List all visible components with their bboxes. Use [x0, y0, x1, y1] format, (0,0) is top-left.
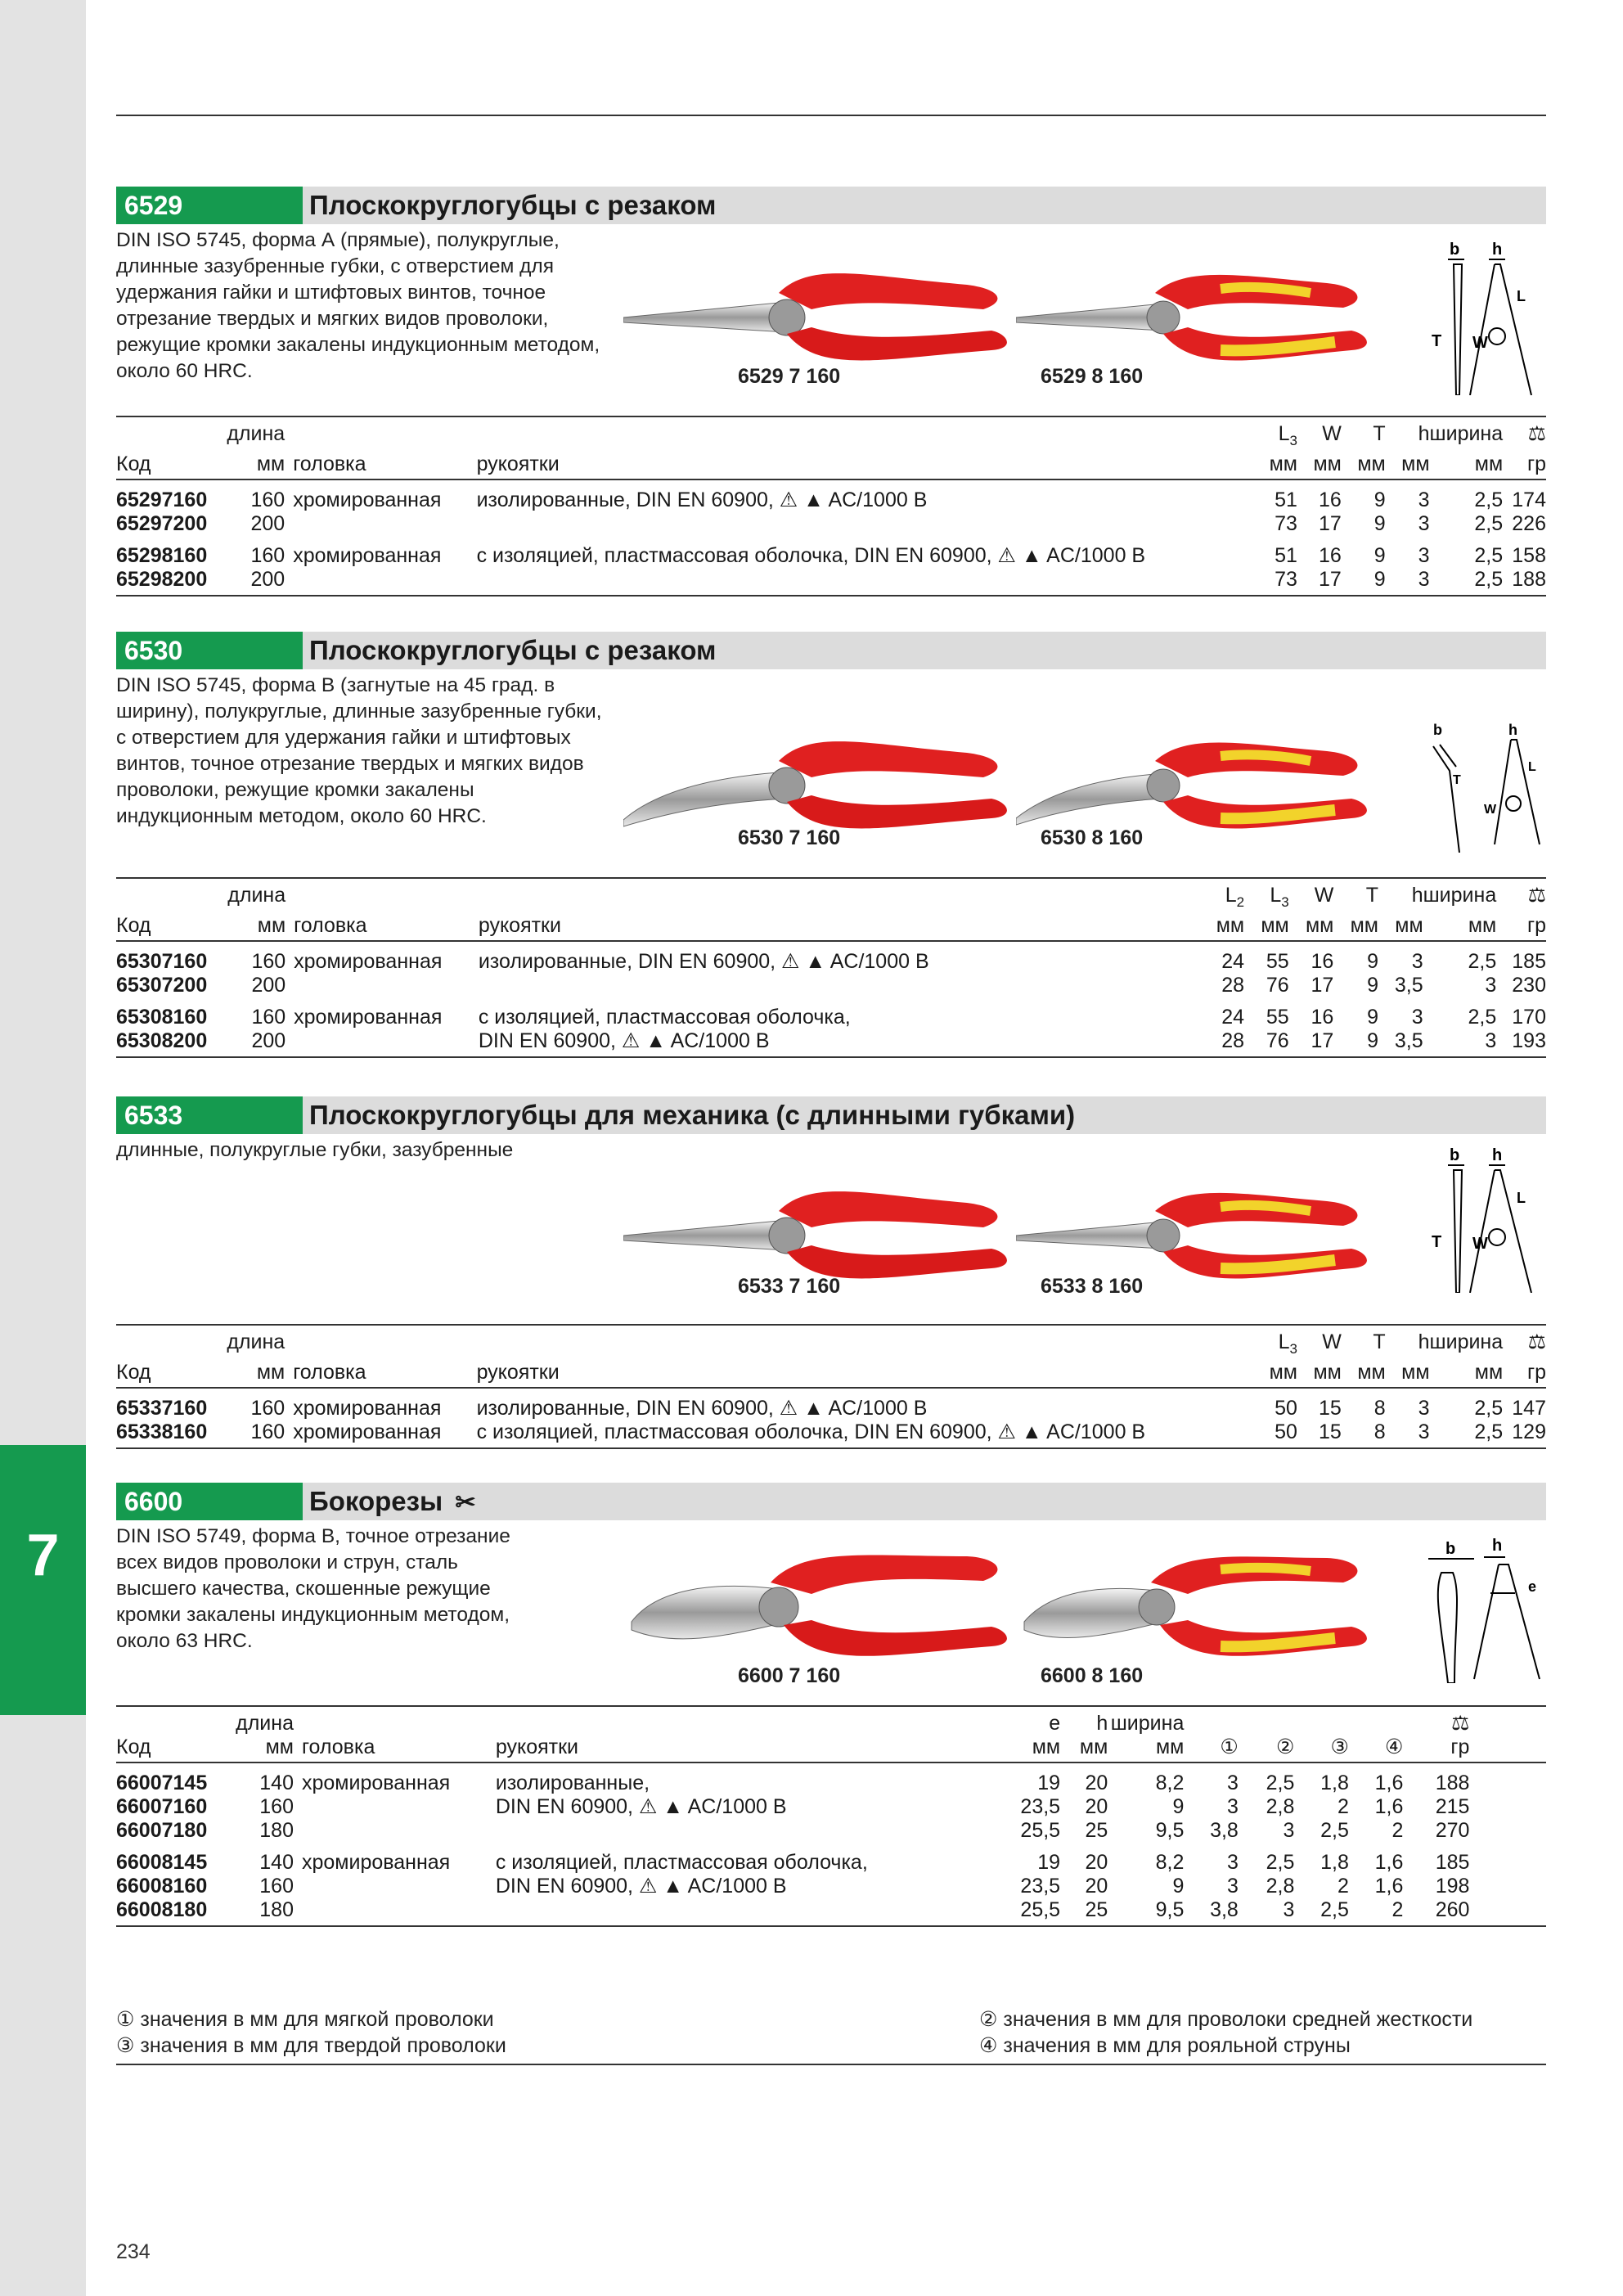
section-6530 [116, 632, 1546, 1052]
svg-text:T: T [1432, 1233, 1442, 1251]
table-row: 66007145 140 хромированная изолированные, 19 20 8,2 3 2,5 1,8 1,6 188 [116, 1772, 1470, 1794]
table-row: 65297160 160 хромированная изолированные, DIN EN 60900, ⚠ ▲ AC/1000 В 51 16 9 3 2,5 174 [116, 488, 1546, 511]
col-header: длина [227, 878, 285, 914]
section-header [116, 1483, 1546, 1520]
col-header: Код [116, 914, 227, 941]
side-strip [0, 0, 86, 2296]
footnote: ① значения в мм для мягкой проволоки [116, 2008, 494, 2031]
col-header: h [1386, 416, 1430, 452]
section-number: 6533 [116, 1096, 303, 1134]
dimension-diagram [1417, 1536, 1548, 1687]
svg-text:h: h [1492, 1537, 1503, 1555]
col-header: ① [1184, 1736, 1238, 1763]
col-header: ② [1239, 1736, 1295, 1763]
section-description: длинные, полукруглые губки, зазубренные [116, 1139, 514, 1161]
spec-table [116, 877, 1546, 1058]
col-header: гр [1403, 1736, 1469, 1763]
table-header-row [116, 1325, 1546, 1361]
table-header-row [116, 1706, 1546, 1736]
section-number: 6600 [116, 1483, 303, 1520]
product-code: 6530 8 160 [1041, 826, 1144, 849]
col-header: гр [1503, 452, 1546, 479]
product-code: 6600 8 160 [1041, 1664, 1144, 1687]
col-header: длина [227, 1325, 285, 1361]
section-6533 [116, 1096, 1546, 1443]
table-header-row [116, 416, 1546, 452]
product-image-coated [1016, 1532, 1441, 1691]
table-row: 65308200 200 DIN EN 60900, ⚠ ▲ AC/1000 В 28 76 17 9 3,5 3 193 [116, 1029, 1546, 1057]
col-header: W [1297, 416, 1342, 452]
col-header: ширина [1430, 1325, 1504, 1361]
col-header: мм [1342, 452, 1386, 479]
table-row: 65298200 200 73 17 9 3 2,5 188 [116, 568, 1546, 596]
section-number: 6529 [116, 187, 303, 224]
product-code: 6600 7 160 [738, 1664, 841, 1687]
col-header: мм [1342, 1361, 1386, 1388]
col-header: Код [116, 452, 227, 479]
col-header: мм [1060, 1736, 1108, 1763]
section-title: Плоскокруглогубцы для механика (с длинными губками) [309, 1100, 1076, 1130]
col-header: мм [1199, 914, 1244, 941]
col-header: $L_3$ [1244, 878, 1289, 914]
footnote: ③ значения в мм для твердой проволоки [116, 2034, 506, 2057]
col-header: рукоятки [469, 452, 1251, 479]
svg-text:L: L [1517, 1190, 1526, 1206]
col-header: рукоятки [470, 914, 1200, 941]
col-header: h [1060, 1706, 1108, 1736]
col-header: длина [227, 416, 285, 452]
section-header [116, 187, 1546, 224]
section-number: 6530 [116, 632, 303, 669]
table-row: 66007160 160 DIN EN 60900, ⚠ ▲ AC/1000 В 23,5 20 9 3 2,8 2 1,6 215 [116, 1795, 1470, 1818]
col-header: мм [227, 1361, 285, 1388]
svg-text:L: L [1517, 288, 1526, 304]
section-description: DIN ISO 5745, форма В (загнутые на 45 град. в ширину), полукруглые, длинные зазубренные губки, с отверстием для удержания гайки и штифтовых винтов, точное отрезание твердых и мягких видов проволоки, режущие кромки закалены индукционным методом, около 60 HRC. [116, 674, 602, 827]
product-image-coated [1016, 1170, 1441, 1313]
dimension-diagram [1417, 722, 1548, 857]
weight-icon: ⚖ [1496, 878, 1546, 914]
section-title-text: Бокорезы [309, 1486, 443, 1516]
col-header: длина [233, 1706, 294, 1736]
product-image-coated [1016, 252, 1441, 395]
col-header: мм [227, 914, 285, 941]
svg-text:b: b [1445, 1540, 1456, 1558]
svg-text:h: h [1508, 722, 1517, 738]
col-header: ширина [1430, 416, 1504, 452]
col-header: ширина [1108, 1706, 1184, 1736]
spec-table [116, 416, 1546, 597]
table-header-row [116, 452, 1546, 479]
product-image-coated [1016, 714, 1441, 865]
col-header: T [1342, 1325, 1386, 1361]
product-code: 6529 8 160 [1041, 365, 1144, 388]
col-header: $L_2$ [1199, 878, 1244, 914]
col-header: мм [1009, 1736, 1060, 1763]
table-row: 66008160 160 DIN EN 60900, ⚠ ▲ AC/1000 В 23,5 20 9 3 2,8 2 1,6 198 [116, 1875, 1470, 1898]
col-header: мм [1386, 1361, 1430, 1388]
col-header: мм [1244, 914, 1289, 941]
table-row: 65307200 200 28 76 17 9 3,5 3 230 [116, 974, 1546, 997]
product-code: 6529 7 160 [738, 365, 841, 388]
col-header: мм [227, 452, 285, 479]
section-description: DIN ISO 5745, форма А (прямые), полукруглые, длинные зазубренные губки, с отверстием для удержания гайки и штифтовых винтов, точное отрезание твердых и мягких видов проволоки, режущие кромки закалены индукционным методом, около 60 HRC. [116, 229, 600, 382]
col-header: головка [294, 1736, 488, 1763]
col-header: гр [1503, 1361, 1546, 1388]
dimension-diagram [1425, 1146, 1548, 1297]
svg-text:b: b [1450, 241, 1460, 259]
cutter-symbol-icon: ✂ [455, 1489, 476, 1516]
svg-text:h: h [1492, 1146, 1503, 1164]
product-code: 6533 8 160 [1041, 1275, 1144, 1298]
col-header: h [1386, 1325, 1430, 1361]
table-row: 65337160 160 хромированная изолированные, DIN EN 60900, ⚠ ▲ AC/1000 В 50 15 8 3 2,5 147 [116, 1397, 1546, 1420]
col-header: мм [1430, 1361, 1504, 1388]
spec-table [116, 1705, 1546, 1927]
col-header: мм [1430, 452, 1504, 479]
section-6600 [116, 1483, 1546, 2057]
section-description: DIN ISO 5749, форма В, точное отрезание всех видов проволоки и струн, сталь высшего качества, скошенные режущие кромки закалены индукционным методом, около 63 HRC. [116, 1525, 510, 1652]
col-header: мм [1386, 452, 1430, 479]
col-header: рукоятки [469, 1361, 1251, 1388]
footnote: ② значения в мм для проволоки средней жесткости [979, 2008, 1473, 2031]
col-header: мм [1423, 914, 1497, 941]
col-header: мм [1251, 1361, 1297, 1388]
table-header-row [116, 1736, 1546, 1763]
svg-text:h: h [1492, 241, 1503, 259]
col-header: ④ [1349, 1736, 1403, 1763]
section-header [116, 632, 1546, 669]
section-6529 [116, 187, 1546, 591]
col-header: Код [116, 1736, 233, 1763]
col-header: e [1009, 1706, 1060, 1736]
weight-icon: ⚖ [1403, 1706, 1469, 1736]
col-header: W [1289, 878, 1334, 914]
col-header: мм [1297, 1361, 1342, 1388]
section-title [309, 1483, 476, 1520]
col-header: h [1378, 878, 1423, 914]
top-rule [116, 115, 1546, 116]
table-row: 65307160 160 хромированная изолированные, DIN EN 60900, ⚠ ▲ AC/1000 В 24 55 16 9 3 2,5 185 [116, 950, 1546, 973]
col-header: гр [1496, 914, 1546, 941]
svg-text:W: W [1484, 803, 1497, 817]
table-row: 66008145 140 хромированная с изоляцией, пластмассовая оболочка, 19 20 8,2 3 2,5 1,8 1,6 185 [116, 1851, 1470, 1874]
col-header: ③ [1294, 1736, 1348, 1763]
table-row: 65338160 160 хромированная с изоляцией, пластмассовая оболочка, DIN EN 60900, ⚠ ▲ AC/1000 В 50 15 8 3 2,5 129 [116, 1420, 1546, 1448]
table-row: 66007180 180 25,5 25 9,5 3,8 3 2,5 2 270 [116, 1819, 1470, 1842]
weight-icon: ⚖ [1503, 1325, 1546, 1361]
col-header: Код [116, 1361, 227, 1388]
col-header: мм [1297, 452, 1342, 479]
footnote-rule [116, 2064, 1546, 2065]
svg-text:b: b [1433, 722, 1442, 738]
table-header-row [116, 914, 1546, 941]
col-header: мм [1289, 914, 1334, 941]
table-header-row [116, 878, 1546, 914]
table-header-row [116, 1361, 1546, 1388]
dimension-diagram [1425, 240, 1548, 399]
weight-icon: ⚖ [1503, 416, 1546, 452]
product-code: 6530 7 160 [738, 826, 841, 849]
spec-table [116, 1324, 1546, 1449]
col-header: $L_3$ [1251, 416, 1297, 452]
col-header: мм [1251, 452, 1297, 479]
col-header: головка [285, 452, 468, 479]
col-header: W [1297, 1325, 1342, 1361]
svg-text:T: T [1432, 332, 1442, 350]
col-header: мм [1108, 1736, 1184, 1763]
col-header: T [1333, 878, 1378, 914]
table-row: 65297200 200 73 17 9 3 2,5 226 [116, 512, 1546, 535]
col-header: $L_3$ [1251, 1325, 1297, 1361]
col-header: головка [285, 1361, 468, 1388]
svg-text:T: T [1453, 773, 1461, 787]
col-header: мм [1378, 914, 1423, 941]
col-header: рукоятки [488, 1736, 1009, 1763]
col-header: головка [285, 914, 470, 941]
section-header [116, 1096, 1546, 1134]
svg-text:W: W [1472, 334, 1488, 352]
col-header: ширина [1423, 878, 1497, 914]
page-number: 234 [116, 2240, 151, 2263]
svg-text:e: e [1528, 1578, 1537, 1595]
svg-text:L: L [1528, 760, 1536, 774]
svg-text:W: W [1472, 1235, 1488, 1253]
table-row: 65298160 160 хромированная с изоляцией, пластмассовая оболочка, DIN EN 60900, ⚠ ▲ AC/1000 В 51 16 9 3 2,5 158 [116, 544, 1546, 567]
product-code: 6533 7 160 [738, 1275, 841, 1298]
table-row: 66008180 180 25,5 25 9,5 3,8 3 2,5 2 260 [116, 1898, 1546, 1926]
svg-text:b: b [1450, 1146, 1460, 1164]
chapter-tab: 7 [0, 1445, 86, 1715]
table-row: 65308160 160 хромированная с изоляцией, пластмассовая оболочка, 24 55 16 9 3 2,5 170 [116, 1006, 1546, 1029]
col-header: мм [1333, 914, 1378, 941]
section-title: Плоскокруглогубцы с резаком [309, 635, 717, 665]
col-header: мм [233, 1736, 294, 1763]
col-header: T [1342, 416, 1386, 452]
footnote: ④ значения в мм для рояльной струны [979, 2034, 1351, 2057]
section-title: Плоскокруглогубцы с резаком [309, 190, 717, 220]
